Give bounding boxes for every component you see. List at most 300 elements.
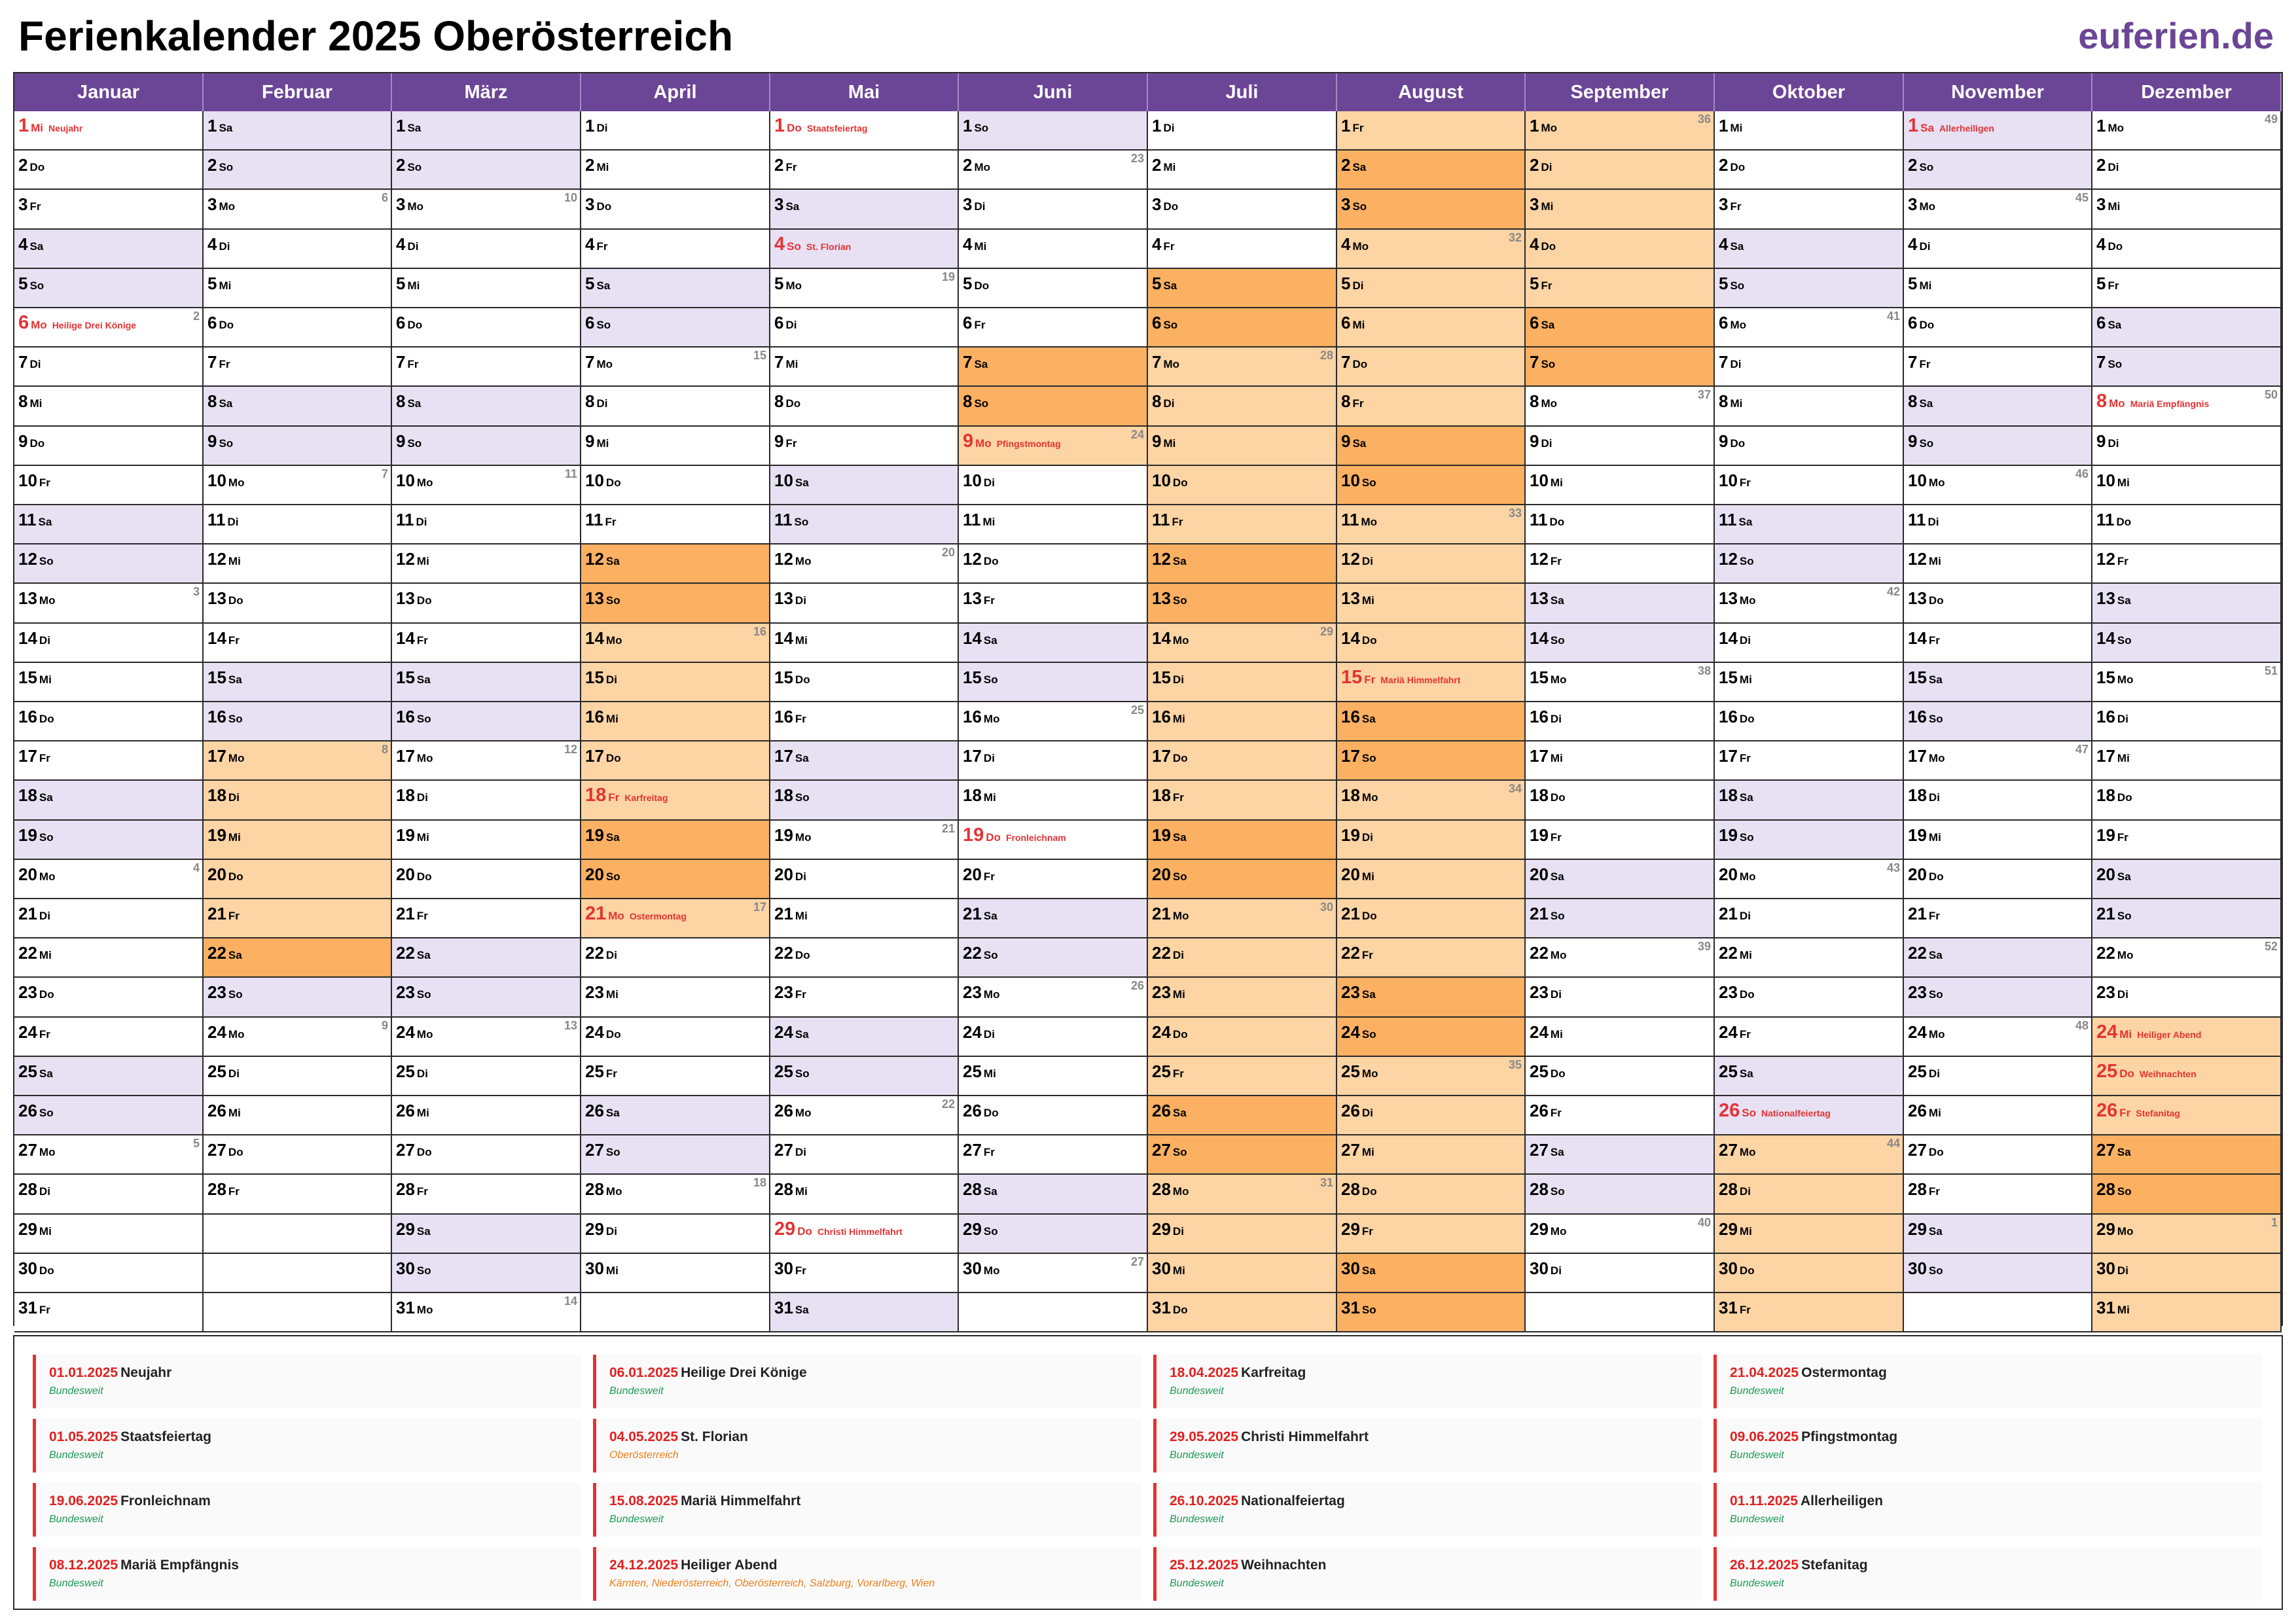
day-cell[interactable]	[581, 308, 770, 348]
day-cell[interactable]	[392, 1096, 581, 1135]
day-cell[interactable]	[2092, 860, 2282, 899]
day-cell[interactable]	[1715, 308, 1904, 348]
day-cell[interactable]	[1148, 1096, 1337, 1135]
day-cell[interactable]	[1526, 348, 1715, 387]
day-cell[interactable]	[959, 348, 1148, 387]
day-cell[interactable]	[2092, 427, 2282, 466]
day-cell[interactable]	[770, 860, 959, 899]
day-cell[interactable]	[1715, 741, 1904, 781]
day-cell[interactable]	[959, 387, 1148, 427]
day-cell[interactable]	[1526, 821, 1715, 860]
day-cell[interactable]	[392, 1135, 581, 1175]
day-cell[interactable]	[770, 821, 959, 860]
day-cell[interactable]	[1526, 269, 1715, 308]
day-cell[interactable]	[204, 1018, 392, 1057]
day-cell[interactable]	[1526, 1018, 1715, 1057]
day-cell[interactable]	[581, 1175, 770, 1215]
day-cell[interactable]	[1337, 1215, 1526, 1254]
day-cell[interactable]	[392, 1018, 581, 1057]
day-cell[interactable]	[1337, 387, 1526, 427]
day-cell[interactable]	[204, 938, 392, 978]
day-cell[interactable]	[14, 624, 204, 663]
day-cell[interactable]	[959, 1215, 1148, 1254]
day-cell[interactable]	[581, 544, 770, 584]
day-cell[interactable]	[1715, 860, 1904, 899]
day-cell[interactable]	[1715, 663, 1904, 702]
day-cell[interactable]	[1904, 584, 2092, 624]
day-cell[interactable]	[770, 387, 959, 427]
day-cell[interactable]	[1337, 860, 1526, 899]
day-cell[interactable]	[14, 544, 204, 584]
day-cell[interactable]	[14, 1057, 204, 1096]
day-cell[interactable]	[2092, 1293, 2282, 1332]
day-cell[interactable]	[1337, 741, 1526, 781]
day-cell[interactable]	[1526, 387, 1715, 427]
day-cell[interactable]	[959, 544, 1148, 584]
day-cell[interactable]	[1904, 308, 2092, 348]
day-cell[interactable]	[204, 978, 392, 1018]
day-cell[interactable]	[959, 1254, 1148, 1293]
day-cell[interactable]	[1148, 663, 1337, 702]
day-cell[interactable]	[770, 1096, 959, 1135]
day-cell[interactable]	[770, 741, 959, 781]
day-cell[interactable]	[14, 821, 204, 860]
day-cell[interactable]	[204, 624, 392, 663]
day-cell[interactable]	[392, 190, 581, 230]
day-cell[interactable]	[1904, 1057, 2092, 1096]
day-cell[interactable]	[1337, 348, 1526, 387]
day-cell[interactable]	[14, 230, 204, 269]
day-cell[interactable]	[14, 348, 204, 387]
day-cell[interactable]	[14, 584, 204, 624]
day-cell[interactable]	[959, 427, 1148, 466]
day-cell[interactable]	[770, 1057, 959, 1096]
day-cell[interactable]	[1715, 269, 1904, 308]
day-cell[interactable]	[959, 230, 1148, 269]
day-cell[interactable]	[1715, 1254, 1904, 1293]
day-cell[interactable]	[1526, 230, 1715, 269]
day-cell[interactable]	[1526, 860, 1715, 899]
day-cell[interactable]	[1526, 1215, 1715, 1254]
day-cell[interactable]	[1715, 1293, 1904, 1332]
day-cell[interactable]	[1904, 978, 2092, 1018]
day-cell[interactable]	[959, 899, 1148, 938]
day-cell[interactable]	[1337, 821, 1526, 860]
day-cell[interactable]	[1526, 741, 1715, 781]
day-cell[interactable]	[392, 899, 581, 938]
day-cell[interactable]	[770, 584, 959, 624]
day-cell[interactable]	[1337, 427, 1526, 466]
day-cell[interactable]	[1148, 348, 1337, 387]
day-cell[interactable]	[959, 1018, 1148, 1057]
day-cell[interactable]	[959, 938, 1148, 978]
day-cell[interactable]	[204, 1175, 392, 1215]
day-cell[interactable]	[1526, 781, 1715, 821]
day-cell[interactable]	[581, 1254, 770, 1293]
day-cell[interactable]	[1526, 1057, 1715, 1096]
day-cell[interactable]	[2092, 1254, 2282, 1293]
day-cell[interactable]	[1715, 387, 1904, 427]
day-cell[interactable]	[392, 624, 581, 663]
day-cell[interactable]	[392, 1293, 581, 1332]
day-cell[interactable]	[14, 151, 204, 190]
day-cell[interactable]	[2092, 1215, 2282, 1254]
day-cell[interactable]	[2092, 308, 2282, 348]
day-cell[interactable]	[581, 505, 770, 544]
day-cell[interactable]	[1148, 1254, 1337, 1293]
day-cell[interactable]	[1904, 702, 2092, 741]
day-cell[interactable]	[1148, 1135, 1337, 1175]
day-cell[interactable]	[1904, 269, 2092, 308]
day-cell[interactable]	[2092, 190, 2282, 230]
day-cell[interactable]	[2092, 741, 2282, 781]
day-cell[interactable]	[2092, 978, 2282, 1018]
day-cell[interactable]	[392, 308, 581, 348]
day-cell[interactable]	[1337, 505, 1526, 544]
day-cell[interactable]	[1337, 1096, 1526, 1135]
day-cell[interactable]	[959, 860, 1148, 899]
day-cell[interactable]	[1904, 624, 2092, 663]
day-cell[interactable]	[581, 348, 770, 387]
day-cell[interactable]	[959, 741, 1148, 781]
day-cell[interactable]	[581, 821, 770, 860]
day-cell[interactable]	[1148, 584, 1337, 624]
day-cell[interactable]	[770, 269, 959, 308]
day-cell[interactable]	[770, 190, 959, 230]
day-cell[interactable]	[1148, 1057, 1337, 1096]
day-cell[interactable]	[1904, 1096, 2092, 1135]
day-cell[interactable]	[1148, 741, 1337, 781]
day-cell[interactable]	[1337, 544, 1526, 584]
day-cell[interactable]	[392, 1057, 581, 1096]
day-cell[interactable]	[1904, 505, 2092, 544]
day-cell[interactable]	[770, 781, 959, 821]
day-cell[interactable]	[581, 584, 770, 624]
day-cell[interactable]	[2092, 1057, 2282, 1096]
day-cell[interactable]	[204, 466, 392, 505]
day-cell[interactable]	[14, 387, 204, 427]
day-cell[interactable]	[581, 1018, 770, 1057]
day-cell[interactable]	[1904, 781, 2092, 821]
day-cell[interactable]	[1148, 427, 1337, 466]
day-cell[interactable]	[959, 505, 1148, 544]
day-cell[interactable]	[14, 466, 204, 505]
day-cell[interactable]	[959, 624, 1148, 663]
day-cell[interactable]	[581, 781, 770, 821]
day-cell[interactable]	[1715, 190, 1904, 230]
day-cell[interactable]	[1904, 1175, 2092, 1215]
day-cell[interactable]	[392, 348, 581, 387]
day-cell[interactable]	[770, 151, 959, 190]
day-cell[interactable]	[581, 1096, 770, 1135]
day-cell[interactable]	[14, 978, 204, 1018]
day-cell[interactable]	[2092, 821, 2282, 860]
day-cell[interactable]	[581, 111, 770, 151]
day-cell[interactable]	[959, 781, 1148, 821]
day-cell[interactable]	[959, 663, 1148, 702]
day-cell[interactable]	[204, 1135, 392, 1175]
day-cell[interactable]	[1526, 505, 1715, 544]
day-cell[interactable]	[1526, 702, 1715, 741]
day-cell[interactable]	[1148, 821, 1337, 860]
day-cell[interactable]	[770, 230, 959, 269]
day-cell[interactable]	[204, 230, 392, 269]
day-cell[interactable]	[1148, 308, 1337, 348]
day-cell[interactable]	[1337, 702, 1526, 741]
day-cell[interactable]	[770, 427, 959, 466]
day-cell[interactable]	[770, 1018, 959, 1057]
day-cell[interactable]	[14, 1175, 204, 1215]
day-cell[interactable]	[2092, 544, 2282, 584]
day-cell[interactable]	[1337, 111, 1526, 151]
day-cell[interactable]	[1715, 1096, 1904, 1135]
day-cell[interactable]	[1337, 230, 1526, 269]
day-cell[interactable]	[204, 190, 392, 230]
day-cell[interactable]	[959, 1135, 1148, 1175]
day-cell[interactable]	[1715, 584, 1904, 624]
day-cell[interactable]	[1337, 1057, 1526, 1096]
day-cell[interactable]	[959, 111, 1148, 151]
day-cell[interactable]	[204, 1096, 392, 1135]
day-cell[interactable]	[2092, 1175, 2282, 1215]
day-cell[interactable]	[2092, 1018, 2282, 1057]
day-cell[interactable]	[770, 663, 959, 702]
day-cell[interactable]	[14, 1254, 204, 1293]
day-cell[interactable]	[1904, 1135, 2092, 1175]
day-cell[interactable]	[581, 466, 770, 505]
day-cell[interactable]	[1148, 1018, 1337, 1057]
day-cell[interactable]	[392, 978, 581, 1018]
day-cell[interactable]	[14, 741, 204, 781]
day-cell[interactable]	[581, 899, 770, 938]
day-cell[interactable]	[1148, 938, 1337, 978]
day-cell[interactable]	[1337, 1175, 1526, 1215]
day-cell[interactable]	[1337, 624, 1526, 663]
day-cell[interactable]	[14, 781, 204, 821]
day-cell[interactable]	[392, 702, 581, 741]
day-cell[interactable]	[959, 1096, 1148, 1135]
day-cell[interactable]	[581, 427, 770, 466]
day-cell[interactable]	[1337, 190, 1526, 230]
day-cell[interactable]	[1148, 190, 1337, 230]
day-cell[interactable]	[1526, 427, 1715, 466]
day-cell[interactable]	[14, 505, 204, 544]
day-cell[interactable]	[581, 860, 770, 899]
day-cell[interactable]	[581, 190, 770, 230]
day-cell[interactable]	[959, 151, 1148, 190]
day-cell[interactable]	[1715, 505, 1904, 544]
day-cell[interactable]	[770, 544, 959, 584]
day-cell[interactable]	[1148, 781, 1337, 821]
day-cell[interactable]	[770, 466, 959, 505]
day-cell[interactable]	[1337, 308, 1526, 348]
day-cell[interactable]	[959, 1057, 1148, 1096]
day-cell[interactable]	[2092, 663, 2282, 702]
day-cell[interactable]	[581, 230, 770, 269]
day-cell[interactable]	[1904, 427, 2092, 466]
day-cell[interactable]	[1148, 505, 1337, 544]
day-cell[interactable]	[1148, 1175, 1337, 1215]
day-cell[interactable]	[1715, 938, 1904, 978]
day-cell[interactable]	[770, 1135, 959, 1175]
day-cell[interactable]	[1337, 1254, 1526, 1293]
day-cell[interactable]	[1337, 1018, 1526, 1057]
day-cell[interactable]	[1148, 151, 1337, 190]
day-cell[interactable]	[2092, 1135, 2282, 1175]
day-cell[interactable]	[770, 1175, 959, 1215]
day-cell[interactable]	[581, 663, 770, 702]
day-cell[interactable]	[14, 938, 204, 978]
day-cell[interactable]	[1715, 348, 1904, 387]
day-cell[interactable]	[1526, 663, 1715, 702]
day-cell[interactable]	[1148, 269, 1337, 308]
day-cell[interactable]	[392, 1254, 581, 1293]
day-cell[interactable]	[392, 387, 581, 427]
day-cell[interactable]	[1148, 230, 1337, 269]
day-cell[interactable]	[392, 938, 581, 978]
day-cell[interactable]	[14, 663, 204, 702]
day-cell[interactable]	[392, 544, 581, 584]
day-cell[interactable]	[392, 505, 581, 544]
day-cell[interactable]	[1904, 544, 2092, 584]
day-cell[interactable]	[2092, 1096, 2282, 1135]
day-cell[interactable]	[1715, 899, 1904, 938]
day-cell[interactable]	[770, 505, 959, 544]
day-cell[interactable]	[1526, 1135, 1715, 1175]
day-cell[interactable]	[14, 1018, 204, 1057]
day-cell[interactable]	[392, 230, 581, 269]
day-cell[interactable]	[14, 1293, 204, 1332]
day-cell[interactable]	[204, 387, 392, 427]
day-cell[interactable]	[770, 1215, 959, 1254]
day-cell[interactable]	[959, 466, 1148, 505]
day-cell[interactable]	[1715, 1135, 1904, 1175]
day-cell[interactable]	[1526, 1254, 1715, 1293]
day-cell[interactable]	[581, 741, 770, 781]
day-cell[interactable]	[204, 584, 392, 624]
day-cell[interactable]	[2092, 111, 2282, 151]
day-cell[interactable]	[770, 1254, 959, 1293]
day-cell[interactable]	[1715, 781, 1904, 821]
day-cell[interactable]	[1148, 387, 1337, 427]
day-cell[interactable]	[1904, 1215, 2092, 1254]
day-cell[interactable]	[1715, 624, 1904, 663]
day-cell[interactable]	[581, 151, 770, 190]
day-cell[interactable]	[392, 663, 581, 702]
day-cell[interactable]	[770, 1293, 959, 1332]
day-cell[interactable]	[1526, 624, 1715, 663]
day-cell[interactable]	[1526, 466, 1715, 505]
day-cell[interactable]	[1337, 663, 1526, 702]
day-cell[interactable]	[2092, 269, 2282, 308]
day-cell[interactable]	[204, 663, 392, 702]
day-cell[interactable]	[204, 111, 392, 151]
day-cell[interactable]	[1148, 544, 1337, 584]
day-cell[interactable]	[392, 151, 581, 190]
day-cell[interactable]	[1337, 978, 1526, 1018]
day-cell[interactable]	[1904, 1254, 2092, 1293]
day-cell[interactable]	[1526, 978, 1715, 1018]
day-cell[interactable]	[14, 1096, 204, 1135]
day-cell[interactable]	[204, 427, 392, 466]
day-cell[interactable]	[1904, 899, 2092, 938]
day-cell[interactable]	[2092, 702, 2282, 741]
day-cell[interactable]	[14, 269, 204, 308]
day-cell[interactable]	[14, 308, 204, 348]
day-cell[interactable]	[770, 348, 959, 387]
day-cell[interactable]	[2092, 387, 2282, 427]
day-cell[interactable]	[204, 860, 392, 899]
day-cell[interactable]	[959, 978, 1148, 1018]
day-cell[interactable]	[1715, 111, 1904, 151]
day-cell[interactable]	[1526, 308, 1715, 348]
day-cell[interactable]	[1715, 466, 1904, 505]
day-cell[interactable]	[1526, 544, 1715, 584]
day-cell[interactable]	[1148, 702, 1337, 741]
day-cell[interactable]	[1148, 978, 1337, 1018]
day-cell[interactable]	[1715, 1175, 1904, 1215]
day-cell[interactable]	[2092, 584, 2282, 624]
day-cell[interactable]	[959, 584, 1148, 624]
day-cell[interactable]	[1526, 1096, 1715, 1135]
day-cell[interactable]	[204, 348, 392, 387]
day-cell[interactable]	[2092, 466, 2282, 505]
day-cell[interactable]	[204, 151, 392, 190]
day-cell[interactable]	[2092, 151, 2282, 190]
day-cell[interactable]	[14, 427, 204, 466]
day-cell[interactable]	[204, 1057, 392, 1096]
day-cell[interactable]	[770, 702, 959, 741]
day-cell[interactable]	[392, 269, 581, 308]
day-cell[interactable]	[770, 899, 959, 938]
day-cell[interactable]	[1904, 190, 2092, 230]
day-cell[interactable]	[14, 111, 204, 151]
day-cell[interactable]	[2092, 348, 2282, 387]
day-cell[interactable]	[1715, 978, 1904, 1018]
day-cell[interactable]	[1148, 111, 1337, 151]
day-cell[interactable]	[1526, 938, 1715, 978]
day-cell[interactable]	[959, 702, 1148, 741]
day-cell[interactable]	[770, 111, 959, 151]
day-cell[interactable]	[2092, 781, 2282, 821]
day-cell[interactable]	[959, 308, 1148, 348]
day-cell[interactable]	[581, 387, 770, 427]
day-cell[interactable]	[1715, 544, 1904, 584]
day-cell[interactable]	[581, 702, 770, 741]
day-cell[interactable]	[1526, 584, 1715, 624]
day-cell[interactable]	[959, 190, 1148, 230]
day-cell[interactable]	[204, 702, 392, 741]
day-cell[interactable]	[1148, 624, 1337, 663]
day-cell[interactable]	[1715, 151, 1904, 190]
day-cell[interactable]	[2092, 505, 2282, 544]
day-cell[interactable]	[204, 269, 392, 308]
brand-logo[interactable]: euferien.de	[2078, 15, 2274, 56]
day-cell[interactable]	[1715, 427, 1904, 466]
day-cell[interactable]	[1904, 230, 2092, 269]
day-cell[interactable]	[1904, 741, 2092, 781]
day-cell[interactable]	[14, 860, 204, 899]
day-cell[interactable]	[581, 624, 770, 663]
day-cell[interactable]	[204, 899, 392, 938]
day-cell[interactable]	[204, 741, 392, 781]
day-cell[interactable]	[1904, 821, 2092, 860]
day-cell[interactable]	[1715, 1057, 1904, 1096]
day-cell[interactable]	[581, 1057, 770, 1096]
day-cell[interactable]	[1526, 111, 1715, 151]
day-cell[interactable]	[392, 1215, 581, 1254]
day-cell[interactable]	[770, 308, 959, 348]
